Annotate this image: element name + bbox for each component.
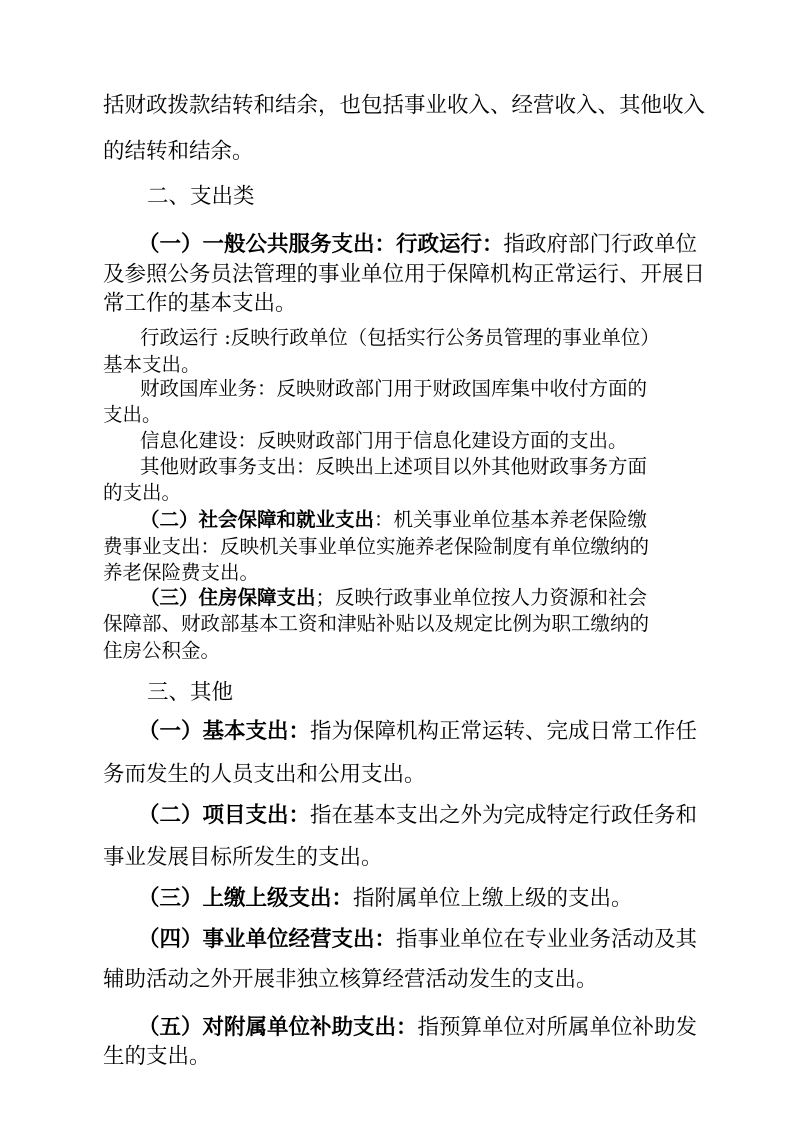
text-line [103,483,181,503]
text-line [103,355,201,375]
subsection-label: （四）事业单位经营支出： [138,927,397,952]
text-span: 基本支出。 [103,353,201,376]
text-line [103,293,297,315]
text-span: 财政国库业务：反映财政部门用于财政国库集中收付方面的 [140,377,648,400]
text-line [138,234,697,256]
text-span: 费事业支出：反映机关事业单位实施养老保险制度有单位缴纳的 [103,535,650,558]
text-line [103,847,383,869]
text-span: 常工作的基本支出。 [103,291,297,316]
text-line [103,141,254,163]
text-span: 括财政拨款结转和结余，也包括事业收入、经营收入、其他收入 [103,93,706,118]
text-line [140,457,647,477]
text-span: 信息化建设：反映财政部门用于信息化建设方面的支出。 [140,429,628,452]
text-line [138,721,697,743]
text-span: 养老保险费支出。 [103,561,260,584]
text-span: 及参照公务员法管理的事业单位用于保障机构正常运行、开展日 [103,262,706,287]
text-line [140,379,647,399]
text-line [103,95,705,117]
subsection-label: （一）一般公共服务支出：行政运行： [138,232,504,257]
text-span: 三、其他 [147,680,234,705]
text-line [140,510,647,530]
text-span: 的支出。 [103,481,182,504]
text-line [138,929,697,951]
text-line [103,614,649,634]
subsection-label: （五）对附属单位补助支出： [138,1015,418,1040]
text-span: 事业发展目标所发生的支出。 [103,845,383,870]
text-line [138,805,697,827]
text-span: 的结转和结余。 [103,139,254,164]
text-span: 住房公积金。 [103,639,221,662]
text-span: 其他财政事务支出：反映出上述项目以外其他财政事务方面 [140,455,648,478]
text-span: 支出。 [103,403,162,426]
text-line [138,888,633,910]
text-span: 生的支出。 [103,1044,211,1069]
text-span: 指附属单位上缴上级的支出。 [353,886,633,911]
text-span: 指在基本支出之外为完成特定行政任务和 [310,803,698,828]
text-span: 指为保障机构正常运转、完成日常工作任 [310,719,698,744]
text-span: ：机关事业单位基本养老保险缴 [374,508,648,531]
section-heading [147,186,255,208]
text-span: 指预算单位对所属单位补助发 [417,1015,698,1040]
text-line [140,431,628,451]
subsection-label: （二）项目支出： [138,803,311,828]
text-line [103,969,598,991]
text-span: ；反映行政事业单位按人力资源和社会 [315,586,648,609]
text-span: 保障部、财政部基本工资和津贴补贴以及规定比例为职工缴纳的 [103,612,650,635]
text-line [103,563,259,583]
subsection-label: （一）基本支出： [138,719,311,744]
text-line [103,264,705,286]
text-line [140,328,660,348]
section-heading [147,682,233,704]
text-line [103,641,220,661]
subsection-label: （三）住房保障支出 [140,586,316,609]
text-span: 务而发生的人员支出和公用支出。 [103,762,426,787]
text-span: 行政运行 :反映行政单位（包括实行公务员管理的事业单位） [140,326,660,349]
text-line [103,537,649,557]
text-span: 指事业单位在专业业务活动及其 [396,927,698,952]
text-line [103,1046,211,1068]
subsection-label: （二）社会保障和就业支出 [140,508,375,531]
text-line [103,405,162,425]
text-line [138,1017,697,1039]
text-line [103,764,426,786]
text-span: 指政府部门行政单位 [503,232,698,257]
text-span: 辅助活动之外开展非独立核算经营活动发生的支出。 [103,967,598,992]
text-span: 二、支出类 [147,184,255,209]
subsection-label: （三）上缴上级支出： [138,886,354,911]
text-line [140,588,647,608]
